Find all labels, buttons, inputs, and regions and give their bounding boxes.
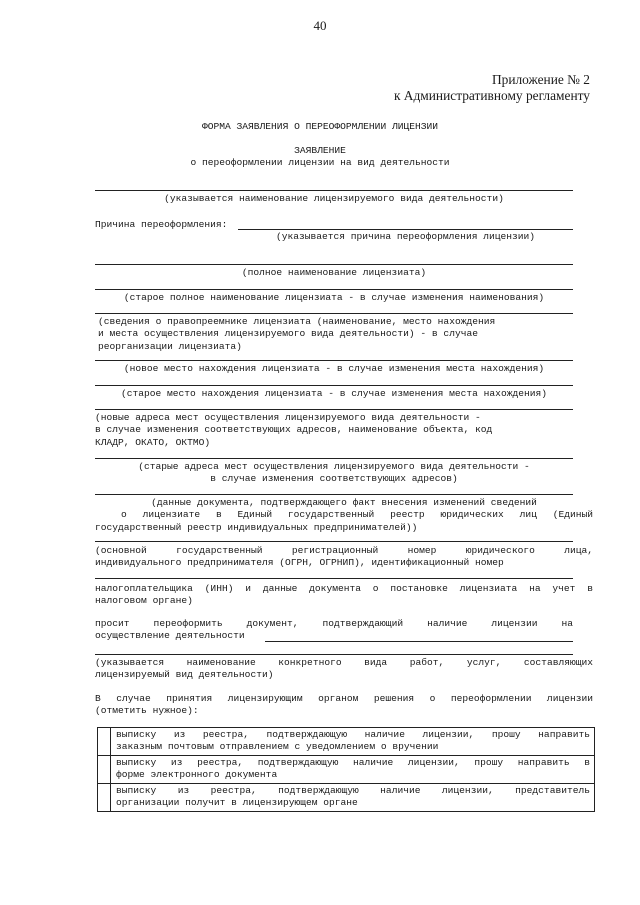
option-text-mail: выписку из реестра, подтверждающую наличие лицензии, прошу направить заказным почтовым отправлением с уведомлением о вручении — [111, 728, 595, 756]
activity-input-line[interactable] — [95, 190, 573, 191]
reason-input-line[interactable] — [238, 229, 573, 230]
inn-hint: налогоплательщика (ИНН) и данные документа о постановке лицензиата на учет в налоговом органе) — [95, 583, 593, 607]
activity-hint: (указывается наименование лицензируемого вида деятельности) — [164, 193, 504, 204]
activity-type-input-line-2[interactable] — [95, 654, 573, 655]
old-name-input-line[interactable] — [95, 289, 573, 290]
delivery-option-row — [98, 728, 595, 756]
new-addresses-input-line[interactable] — [95, 409, 573, 410]
inn-input-line[interactable] — [95, 578, 573, 579]
registry-doc-input-line[interactable] — [95, 494, 573, 495]
new-location-hint: (новое место нахождения лицензиата - в случае изменения места нахождения) — [123, 363, 545, 374]
option-text-electronic: выписку из реестра, подтверждающую наличие лицензии, прошу направить в форме электронного документа — [111, 756, 595, 784]
delivery-option-row — [98, 784, 595, 812]
form-title: ЗАЯВЛЕНИЕ — [294, 145, 346, 156]
page-number: 40 — [313, 18, 327, 33]
appendix-header — [394, 72, 590, 104]
full-name-hint: (полное наименование лицензиата) — [241, 267, 427, 278]
successor-hint: (сведения о правопреемнике лицензиата (наименование, место нахождения и места осуществления лицензируемого вида деятельности) - в случае реорганизации лицензиата) — [98, 316, 496, 352]
old-location-hint: (старое место нахождения лицензиата - в случае изменения места нахождения) — [120, 388, 548, 399]
new-addresses-hint: (новые адреса мест осуществления лицензируемого вида деятельности - в случае изменения соответствующих адресов, наименование объекта, код КЛАДР, ОКАТО, ОКТМО) — [95, 412, 493, 448]
option-text-in-person: выписку из реестра, подтверждающую наличие лицензии, представитель организации получит в лицензирующем органе — [111, 784, 595, 812]
works-hint: (указывается наименование конкретного вида работ, услуг, составляющих лицензируемый вид деятельности) — [95, 657, 593, 681]
delivery-options-table — [97, 727, 595, 812]
form-subtitle: о переоформлении лицензии на вид деятельности — [190, 157, 450, 168]
ogrn-hint: (основной государственный регистрационный номер юридического лица, индивидуального предпринимателя (ОГРН, ОГРНИП), идентификационный номер — [95, 545, 593, 569]
option-checkbox-mail[interactable] — [98, 728, 111, 756]
reason-label: Причина переоформления: — [95, 219, 228, 230]
full-name-input-line[interactable] — [95, 264, 573, 265]
old-name-hint: (старое полное наименование лицензиата - в случае изменения наименования) — [123, 292, 545, 303]
ogrn-input-line[interactable] — [95, 541, 573, 542]
old-addresses-input-line[interactable] — [95, 458, 573, 459]
form-heading: ФОРМА ЗАЯВЛЕНИЯ О ПЕРЕОФОРМЛЕНИИ ЛИЦЕНЗИИ — [201, 121, 439, 132]
option-checkbox-electronic[interactable] — [98, 756, 111, 784]
activity-type-input-line[interactable] — [265, 641, 573, 642]
successor-input-line[interactable] — [95, 313, 573, 314]
option-checkbox-in-person[interactable] — [98, 784, 111, 812]
decision-text: В случае принятия лицензирующим органом решения о переоформлении лицензии (отметить нужное): — [95, 693, 593, 717]
registry-doc-hint: (данные документа, подтверждающего факт внесения изменений сведений о лицензиате в Единый государственный реестр юридических лиц (Единый государственный реестр индивидуальных предпринимателей)) — [95, 497, 593, 533]
new-location-input-line[interactable] — [95, 360, 573, 361]
appendix-number: Приложение № 2 — [491, 72, 590, 87]
delivery-option-row — [98, 756, 595, 784]
request-text: просит переоформить документ, подтверждающий наличие лицензии на осуществление деятельности — [95, 618, 573, 642]
old-addresses-hint: (старые адреса мест осуществления лицензируемого вида деятельности - в случае изменения соответствующих адресов) — [138, 461, 530, 485]
old-location-input-line[interactable] — [95, 385, 573, 386]
reason-hint: (указывается причина переоформления лицензии) — [275, 231, 536, 242]
appendix-reference: к Административному регламенту — [393, 88, 590, 103]
